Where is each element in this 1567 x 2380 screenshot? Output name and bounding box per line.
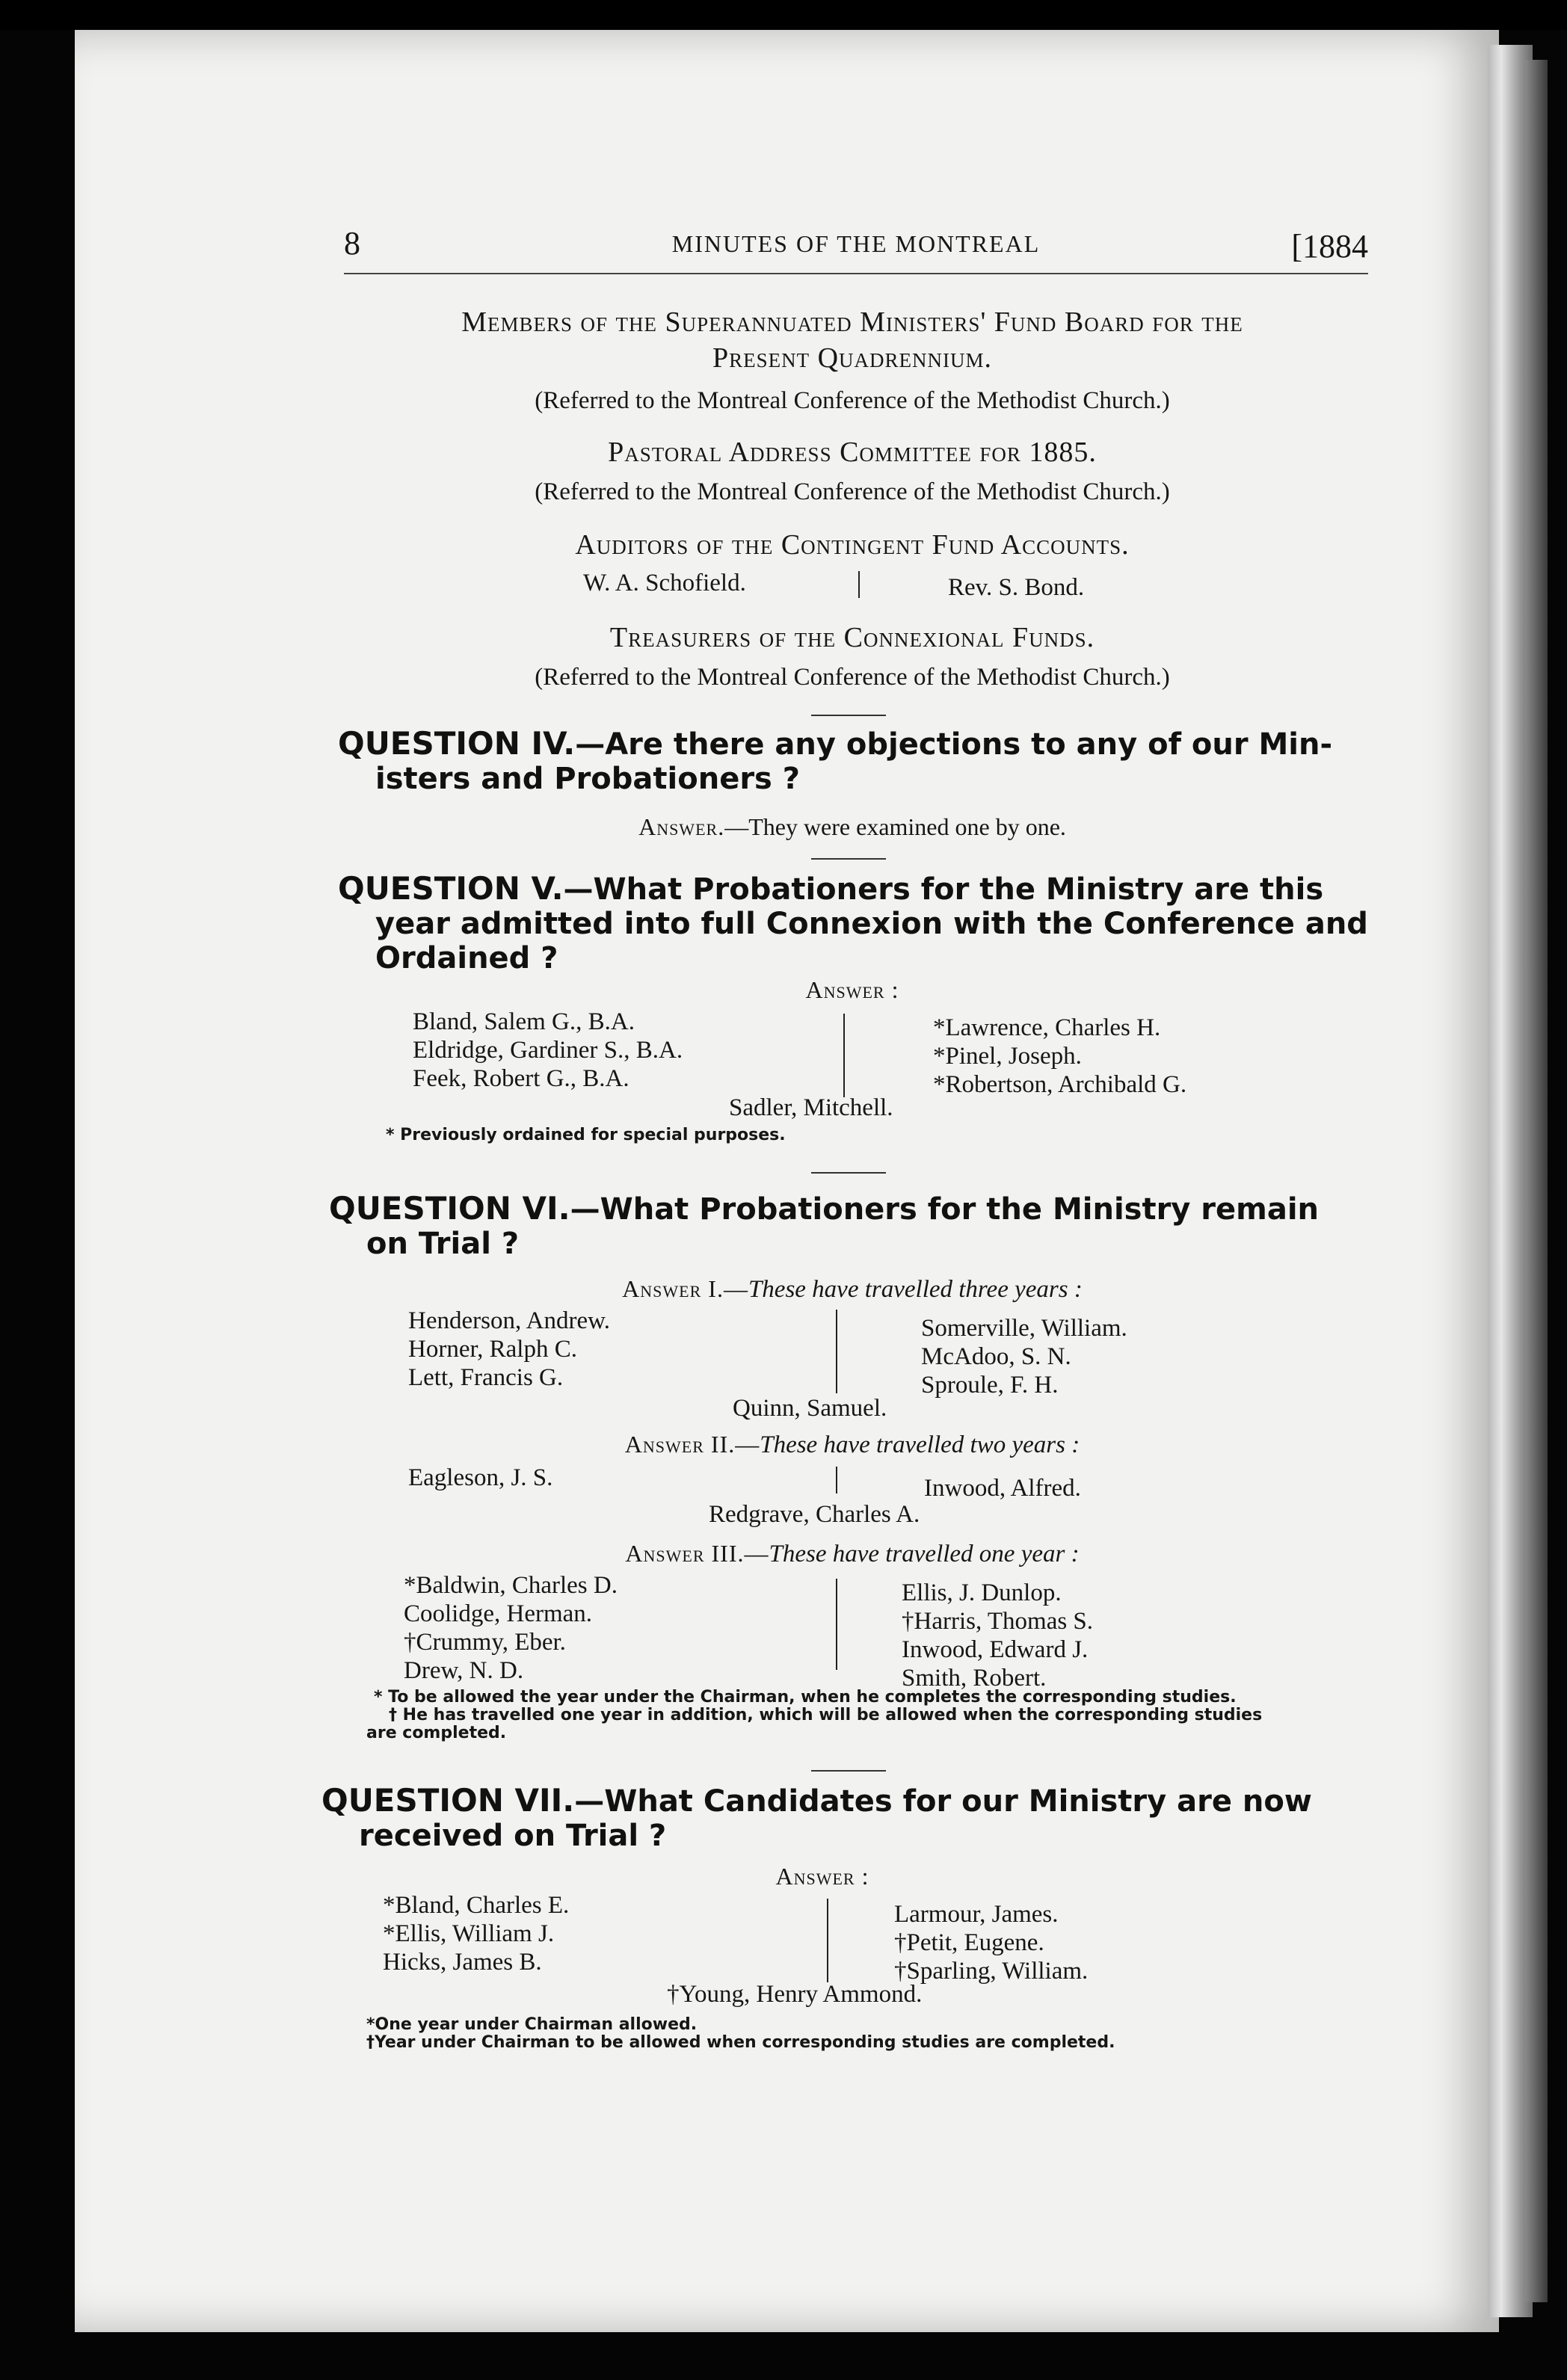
question-v xyxy=(338,872,1377,975)
board-heading-line2: Present Quadrennium. xyxy=(712,342,993,374)
list-item: Horner, Ralph C. xyxy=(408,1336,577,1363)
answer-v-divider xyxy=(843,1014,845,1097)
answer-vii-footnote-1: *One year under Chairman allowed. xyxy=(366,2015,698,2034)
list-item: Eagleson, J. S. xyxy=(408,1464,553,1491)
answer-vi-footnote-2a: † He has travelled one year in addition, which will be allowed when the corresponding studies xyxy=(389,1706,1263,1724)
list-item: Larmour, James. xyxy=(894,1901,1059,1928)
treasurers-note: (Referred to the Montreal Conference of the Methodist Church.) xyxy=(535,664,1170,691)
question-iv-line2: isters and Probationers ? xyxy=(375,762,800,796)
pastoral-heading: Pastoral Address Committee for 1885. xyxy=(608,437,1097,468)
auditor-left: W. A. Schofield. xyxy=(583,570,746,596)
list-item: Sproule, F. H. xyxy=(921,1372,1059,1399)
pastoral-note: (Referred to the Montreal Conference of the Methodist Church.) xyxy=(535,478,1170,505)
question-vi-line1: —What Probationers for the Ministry remain xyxy=(570,1192,1320,1227)
list-item: *Pinel, Joseph. xyxy=(933,1043,1082,1070)
treasurers-heading: Treasurers of the Connexional Funds. xyxy=(609,622,1095,653)
answer-vi-footnote-2b: are completed. xyxy=(366,1724,507,1742)
answer-vi-3 xyxy=(553,1540,1151,1568)
list-item: Bland, Salem G., B.A. xyxy=(413,1008,635,1035)
page-number: 8 xyxy=(344,225,360,262)
answer-vi-3-text: These have travelled one year : xyxy=(769,1541,1080,1567)
question-vii xyxy=(321,1784,1376,1853)
question-vii-line2: received on Trial ? xyxy=(359,1819,667,1853)
section-rule xyxy=(811,715,886,716)
question-vii-line1: —What Candidates for our Ministry are now xyxy=(574,1784,1312,1819)
answer-vi-1-right-column xyxy=(921,1314,1127,1399)
answer-vi-2-text: These have travelled two years : xyxy=(760,1431,1080,1458)
running-title: MINUTES OF THE MONTREAL xyxy=(671,230,1041,257)
answer-vi-2-label: Answer II.— xyxy=(624,1431,760,1458)
list-item: †Harris, Thomas S. xyxy=(902,1608,1094,1635)
answer-v-left-column xyxy=(413,1008,683,1093)
answer-vi-1-label: Answer I.— xyxy=(622,1275,748,1302)
answer-vi-2-left-column xyxy=(408,1464,552,1492)
list-item: Coolidge, Herman. xyxy=(404,1600,593,1627)
list-item: Hicks, James B. xyxy=(383,1949,542,1976)
list-item: †Crummy, Eber. xyxy=(404,1629,566,1656)
page-edge-shadow-outer xyxy=(1525,60,1548,2302)
answer-vi-2-right-column xyxy=(924,1474,1081,1502)
auditor-right: Rev. S. Bond. xyxy=(948,574,1085,601)
list-item: Feek, Robert G., B.A. xyxy=(413,1065,629,1092)
answer-vi-1-center: Quinn, Samuel. xyxy=(733,1395,887,1422)
answer-iv-text: —They were examined one by one. xyxy=(724,813,1066,840)
list-item: Drew, N. D. xyxy=(404,1657,524,1684)
answer-v-footnote: * Previously ordained for special purposes. xyxy=(386,1126,786,1144)
answer-vii-label: Answer : xyxy=(775,1863,869,1890)
question-iv xyxy=(338,727,1370,796)
question-vi-label: QUESTION VI. xyxy=(329,1190,570,1227)
answer-vii-footnote-2: †Year under Chairman to be allowed when corresponding studies are completed. xyxy=(366,2033,1115,2052)
list-item: Somerville, William. xyxy=(921,1315,1127,1342)
question-iv-line1: —Are there any objections to any of our Min- xyxy=(575,727,1333,762)
answer-vi-3-left-column xyxy=(404,1571,618,1685)
answer-vi-1-divider xyxy=(836,1310,837,1393)
list-item: Lett, Francis G. xyxy=(408,1364,564,1391)
board-heading-line1: Members of the Superannuated Ministers' Fund Board for the xyxy=(461,306,1243,338)
answer-vii-center: †Young, Henry Ammond. xyxy=(667,1981,923,2008)
list-item: Inwood, Alfred. xyxy=(924,1475,1081,1502)
list-item: *Baldwin, Charles D. xyxy=(404,1572,618,1599)
answer-vi-1-left-column xyxy=(408,1307,610,1392)
question-vi xyxy=(329,1191,1376,1261)
list-item: †Petit, Eugene. xyxy=(894,1929,1044,1956)
answer-vi-2-divider xyxy=(836,1467,837,1493)
section-rule xyxy=(811,1172,886,1174)
list-item: *Lawrence, Charles H. xyxy=(933,1014,1161,1041)
list-item: Inwood, Edward J. xyxy=(902,1636,1089,1663)
auditor-divider xyxy=(858,571,860,598)
header-year: [1884 xyxy=(1291,228,1368,265)
answer-vi-footnote-1: * To be allowed the year under the Chairman, when he completes the corresponding studies. xyxy=(374,1688,1237,1707)
answer-iv xyxy=(329,813,1376,841)
answer-vi-1-text: These have travelled three years : xyxy=(748,1276,1083,1303)
header-rule xyxy=(344,273,1368,274)
list-item: Smith, Robert. xyxy=(902,1665,1047,1692)
list-item: Eldridge, Gardiner S., B.A. xyxy=(413,1037,683,1064)
list-item: *Robertson, Archibald G. xyxy=(933,1071,1187,1098)
section-rule xyxy=(811,1770,886,1772)
answer-vii-divider xyxy=(827,1899,828,1982)
answer-vii-left-column xyxy=(383,1891,569,1976)
question-v-line2: year admitted into full Connexion with the Conference and xyxy=(375,907,1368,941)
question-v-line1: —What Probationers for the Ministry are this xyxy=(563,872,1324,907)
answer-vi-3-label: Answer III.— xyxy=(625,1540,769,1567)
question-vii-label: QUESTION VII. xyxy=(321,1782,575,1819)
section-rule xyxy=(811,858,886,860)
list-item: *Bland, Charles E. xyxy=(383,1892,570,1919)
question-v-line3: Ordained ? xyxy=(375,941,558,975)
scan-border xyxy=(0,0,1567,30)
answer-v-center: Sadler, Mitchell. xyxy=(729,1094,893,1121)
list-item: Ellis, J. Dunlop. xyxy=(902,1579,1062,1606)
answer-vi-2 xyxy=(553,1431,1151,1459)
answer-v-right-column xyxy=(933,1014,1186,1099)
answer-v-label: Answer : xyxy=(805,976,899,1003)
list-item: *Ellis, William J. xyxy=(383,1920,555,1947)
list-item: †Sparling, William. xyxy=(894,1958,1089,1985)
auditors-heading: Auditors of the Contingent Fund Accounts. xyxy=(575,529,1130,561)
question-v-label: QUESTION V. xyxy=(338,870,564,907)
answer-vi-3-divider xyxy=(836,1579,837,1670)
answer-iv-label: Answer. xyxy=(638,813,725,840)
board-note: (Referred to the Montreal Conference of the Methodist Church.) xyxy=(535,387,1170,414)
list-item: McAdoo, S. N. xyxy=(921,1343,1071,1370)
running-header xyxy=(344,224,1368,269)
answer-vi-2-center: Redgrave, Charles A. xyxy=(709,1501,920,1528)
answer-vi-3-right-column xyxy=(902,1579,1093,1692)
answer-vii-right-column xyxy=(894,1900,1088,1985)
answer-vi-1 xyxy=(553,1275,1151,1304)
question-vi-line2: on Trial ? xyxy=(366,1227,520,1261)
question-iv-label: QUESTION IV. xyxy=(338,725,576,762)
list-item: Henderson, Andrew. xyxy=(408,1307,611,1334)
